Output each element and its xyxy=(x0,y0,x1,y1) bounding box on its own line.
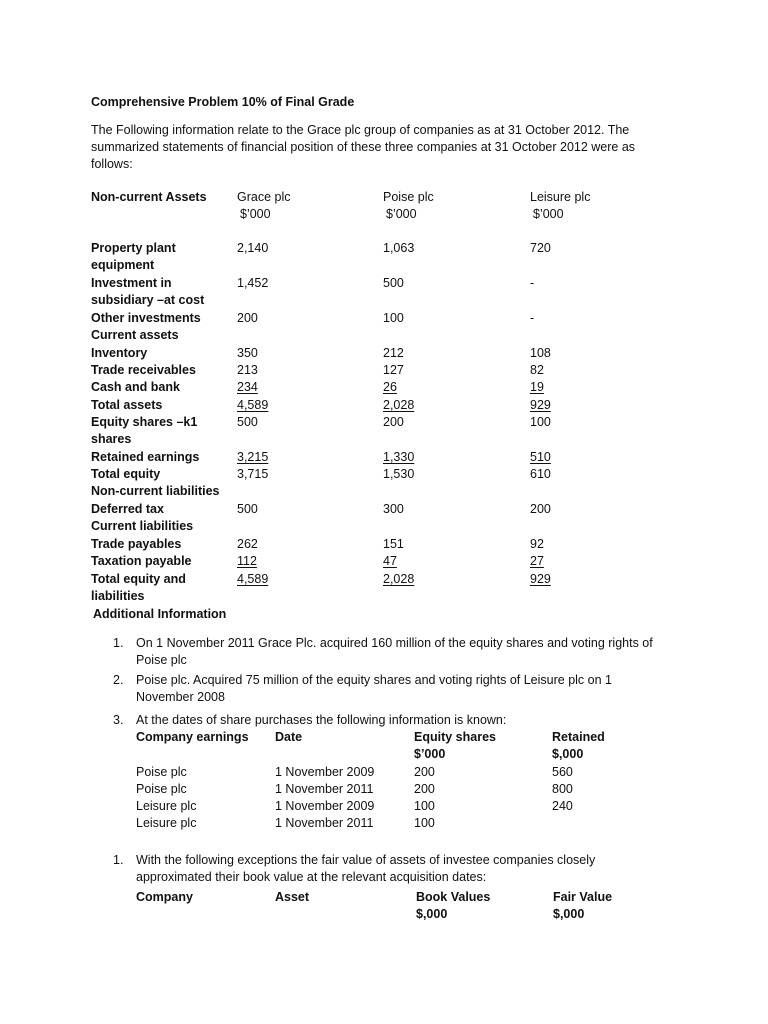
cell-value: 3,715 xyxy=(237,467,269,481)
table-cell: 200 xyxy=(414,782,435,796)
cell-value: 2,028 xyxy=(383,572,415,586)
table-cell: 1 November 2011 xyxy=(275,816,374,830)
intro-paragraph xyxy=(91,122,691,173)
table-cell: Poise plc xyxy=(136,782,187,796)
cell-value: 1,330 xyxy=(383,450,415,464)
unit-label: $’000 xyxy=(386,207,417,221)
list-item-line: November 2008 xyxy=(136,690,225,704)
cell-value: 500 xyxy=(383,276,404,290)
column-header: Company xyxy=(136,890,193,904)
table-cell: 240 xyxy=(552,799,573,813)
cell-value: 500 xyxy=(237,502,258,516)
list-item xyxy=(136,672,676,706)
intro-line: The Following information relate to the Grace plc group of companies as at 31 October 2012. The xyxy=(91,123,630,137)
row-label: Investment in subsidiary –at cost xyxy=(91,276,205,307)
list-item xyxy=(136,712,676,729)
table-cell: 1 November 2009 xyxy=(275,765,375,779)
list-number: 1. xyxy=(113,636,124,650)
table-cell: Leisure plc xyxy=(136,816,197,830)
table-cell: Leisure plc xyxy=(136,799,197,813)
cell-value: 100 xyxy=(383,311,404,325)
cell-value: 19 xyxy=(530,380,544,394)
list-number: 1. xyxy=(113,853,124,867)
cell-value: - xyxy=(530,276,535,290)
row-label: Total equity and liabilities xyxy=(91,572,186,603)
column-header: Company earnings xyxy=(136,730,249,744)
column-header: Fair Value xyxy=(553,890,613,904)
table-cell: 560 xyxy=(552,765,573,779)
column-header: Retained xyxy=(552,730,605,744)
list-item-line: Poise plc. Acquired 75 million of the equity shares and voting rights of Leisure plc on 1 xyxy=(136,673,612,687)
column-header: Equity shares xyxy=(414,730,496,744)
row-label: Non-current liabilities xyxy=(91,484,220,498)
list-item xyxy=(136,852,676,886)
row-label: Retained earnings xyxy=(91,450,200,464)
cell-value: 929 xyxy=(530,398,551,412)
cell-value: 27 xyxy=(530,554,544,568)
cell-value: 82 xyxy=(530,363,544,377)
row-label: Total assets xyxy=(91,398,163,412)
row-label: Inventory xyxy=(91,346,148,360)
row-label: Total equity xyxy=(91,467,161,481)
row-label: Other investments xyxy=(91,311,201,325)
cell-value: 1,063 xyxy=(383,241,415,255)
row-label: Equity shares –k1 shares xyxy=(91,415,198,446)
column-header: Book Values xyxy=(416,890,491,904)
cell-value: 2,140 xyxy=(237,241,269,255)
table-cell: 1 November 2011 xyxy=(275,782,374,796)
row-label: Current assets xyxy=(91,328,179,342)
row-label: Deferred tax xyxy=(91,502,164,516)
cell-value: 26 xyxy=(383,380,397,394)
cell-value: 127 xyxy=(383,363,404,377)
cell-value: 212 xyxy=(383,346,404,360)
table-cell: 200 xyxy=(414,765,435,779)
unit-label: $’000 xyxy=(414,747,446,761)
cell-value: 108 xyxy=(530,346,551,360)
cell-value: 2,028 xyxy=(383,398,415,412)
cell-value: 200 xyxy=(383,415,404,429)
row-label: Current liabilities xyxy=(91,519,194,533)
list-item-line: On 1 November 2011 Grace Plc. acquired 160 million of the equity shares and voting rights of xyxy=(136,636,653,650)
list-number: 3. xyxy=(113,713,124,727)
table-cell: Poise plc xyxy=(136,765,187,779)
cell-value: 1,452 xyxy=(237,276,269,290)
cell-value: 3,215 xyxy=(237,450,269,464)
cell-value: 200 xyxy=(530,502,551,516)
cell-value: 720 xyxy=(530,241,551,255)
row-label: Property plant equipment xyxy=(91,241,176,272)
cell-value: 234 xyxy=(237,380,258,394)
list-number: 2. xyxy=(113,673,124,687)
cell-value: 262 xyxy=(237,537,258,551)
cell-value: 200 xyxy=(237,311,258,325)
row-label: Trade payables xyxy=(91,537,182,551)
unit-label: $,000 xyxy=(416,907,448,921)
cell-value: 112 xyxy=(237,554,257,568)
cell-value: 47 xyxy=(383,554,397,568)
cell-value: 510 xyxy=(530,450,551,464)
cell-value: 151 xyxy=(383,537,404,551)
cell-value: - xyxy=(530,311,535,325)
cell-value: 1,530 xyxy=(383,467,415,481)
unit-label: $’000 xyxy=(533,207,564,221)
cell-value: 4,589 xyxy=(237,398,269,412)
cell-value: 4,589 xyxy=(237,572,269,586)
list-item-line: Poise plc xyxy=(136,653,187,667)
section-heading: Additional Information xyxy=(93,607,227,621)
cell-value: 100 xyxy=(530,415,551,429)
unit-label: $,000 xyxy=(553,907,585,921)
row-label: Trade receivables xyxy=(91,363,196,377)
cell-value: 92 xyxy=(530,537,544,551)
page-title: Comprehensive Problem 10% of Final Grade xyxy=(91,95,355,109)
table-cell: 100 xyxy=(414,799,435,813)
table-cell: 100 xyxy=(414,816,435,830)
row-label: Cash and bank xyxy=(91,380,180,394)
company-header: Poise plc xyxy=(383,190,434,204)
header-label: Non-current Assets xyxy=(91,190,207,204)
cell-value: 350 xyxy=(237,346,258,360)
intro-line: follows: xyxy=(91,157,133,171)
column-header: Date xyxy=(275,730,303,744)
cell-value: 213 xyxy=(237,363,258,377)
list-item-line: At the dates of share purchases the following information is known: xyxy=(136,713,507,727)
cell-value: 610 xyxy=(530,467,551,481)
company-header: Grace plc xyxy=(237,190,291,204)
list-item xyxy=(136,635,676,669)
list-item-line: approximated their book value at the relevant acquisition dates: xyxy=(136,870,487,884)
table-cell: 1 November 2009 xyxy=(275,799,375,813)
unit-label: $,000 xyxy=(552,747,584,761)
intro-line: summarized statements of financial position of these three companies at 31 October 2012 were as xyxy=(91,140,636,154)
table-cell: 800 xyxy=(552,782,573,796)
cell-value: 929 xyxy=(530,572,551,586)
row-label: Taxation payable xyxy=(91,554,192,568)
cell-value: 500 xyxy=(237,415,258,429)
unit-label: $’000 xyxy=(240,207,271,221)
company-header: Leisure plc xyxy=(530,190,591,204)
list-item-line: With the following exceptions the fair value of assets of investee companies closely xyxy=(136,853,596,867)
column-header: Asset xyxy=(275,890,310,904)
cell-value: 300 xyxy=(383,502,404,516)
